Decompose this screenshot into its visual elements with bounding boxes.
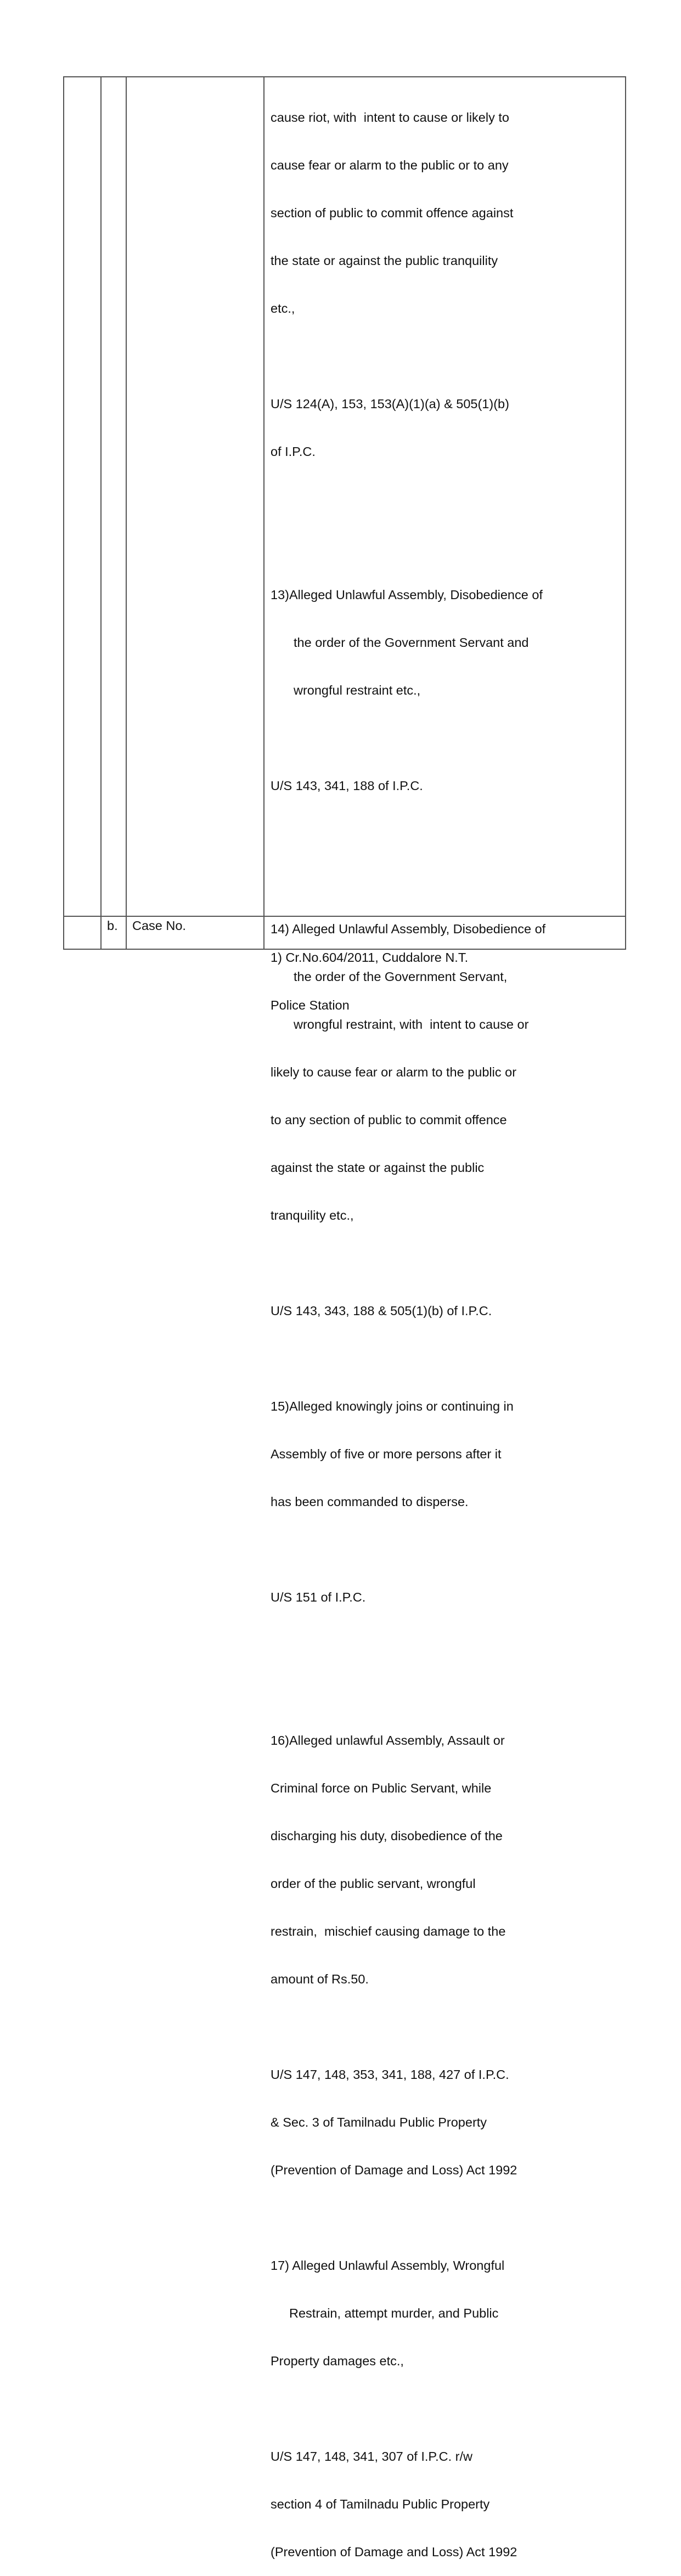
item-13-line: the order of the Government Servant and	[294, 635, 529, 650]
section-17-line: (Prevention of Damage and Loss) Act 1992	[271, 2545, 517, 2559]
offence-description-cell	[271, 78, 545, 2576]
table-top-border	[63, 76, 626, 77]
item-16-line: discharging his duty, disobedience of the	[271, 1829, 503, 1843]
text-line: etc.,	[271, 301, 295, 315]
item-14-line: the order of the Government Servant,	[294, 969, 508, 984]
item-16-line: 16)Alleged unlawful Assembly, Assault or	[271, 1733, 505, 1748]
case-row-marker: b.	[107, 918, 118, 933]
text-line: section of public to commit offence against	[271, 206, 514, 220]
text-line: cause fear or alarm to the public or to any	[271, 158, 509, 172]
item-16-line: order of the public servant, wrongful	[271, 1876, 476, 1891]
item-14-line: likely to cause fear or alarm to the public or	[271, 1065, 517, 1079]
case-value-line: Police Station	[271, 998, 350, 1012]
item-15-line: 15)Alleged knowingly joins or continuing in	[271, 1399, 514, 1413]
column-divider-2	[126, 76, 127, 950]
item-16-line: Criminal force on Public Servant, while	[271, 1781, 492, 1795]
item-14-line: 14) Alleged Unlawful Assembly, Disobedience of	[271, 922, 546, 936]
section-14: U/S 143, 343, 188 & 505(1)(b) of I.P.C.	[271, 1304, 492, 1318]
item-13-line: 13)Alleged Unlawful Assembly, Disobedience of	[271, 588, 543, 602]
case-number-label: Case No.	[132, 918, 186, 933]
section-reference: of I.P.C.	[271, 444, 316, 459]
column-divider-3	[263, 76, 264, 950]
text-line: cause riot, with intent to cause or likely to	[271, 110, 509, 125]
case-value-line: 1) Cr.No.604/2011, Cuddalore N.T.	[271, 950, 469, 965]
item-17-line: Property damages etc.,	[271, 2354, 404, 2368]
item-13-line: wrongful restraint etc.,	[294, 683, 421, 697]
item-16-line: amount of Rs.50.	[271, 1972, 369, 1986]
section-16-line: & Sec. 3 of Tamilnadu Public Property	[271, 2115, 487, 2129]
item-14-line: wrongful restraint, with intent to cause or	[294, 1017, 529, 1031]
section-16-line: (Prevention of Damage and Loss) Act 1992	[271, 2163, 517, 2177]
item-17-line: 17) Alleged Unlawful Assembly, Wrongful	[271, 2258, 505, 2273]
item-16-line: restrain, mischief causing damage to the	[271, 1924, 506, 1938]
table-left-border	[63, 76, 64, 950]
item-14-line: against the state or against the public	[271, 1160, 485, 1175]
section-reference: U/S 124(A), 153, 153(A)(1)(a) & 505(1)(b)	[271, 397, 509, 411]
case-number-value	[271, 918, 468, 1029]
item-15-line: Assembly of five or more persons after it	[271, 1447, 502, 1461]
section-17-line: section 4 of Tamilnadu Public Property	[271, 2497, 490, 2511]
text-line: the state or against the public tranquility	[271, 253, 498, 268]
section-16-line: U/S 147, 148, 353, 341, 188, 427 of I.P.C.	[271, 2067, 509, 2082]
section-17-line: U/S 147, 148, 341, 307 of I.P.C. r/w	[271, 2449, 472, 2464]
section-15: U/S 151 of I.P.C.	[271, 1590, 366, 1604]
table-right-border	[625, 76, 626, 950]
column-divider-1	[100, 76, 102, 950]
item-14-line: to any section of public to commit offence	[271, 1113, 507, 1127]
item-15-line: has been commanded to disperse.	[271, 1495, 469, 1509]
item-14-line: tranquility etc.,	[271, 1208, 354, 1222]
item-17-line: Restrain, attempt murder, and Public	[289, 2306, 499, 2320]
section-13: U/S 143, 341, 188 of I.P.C.	[271, 779, 423, 793]
